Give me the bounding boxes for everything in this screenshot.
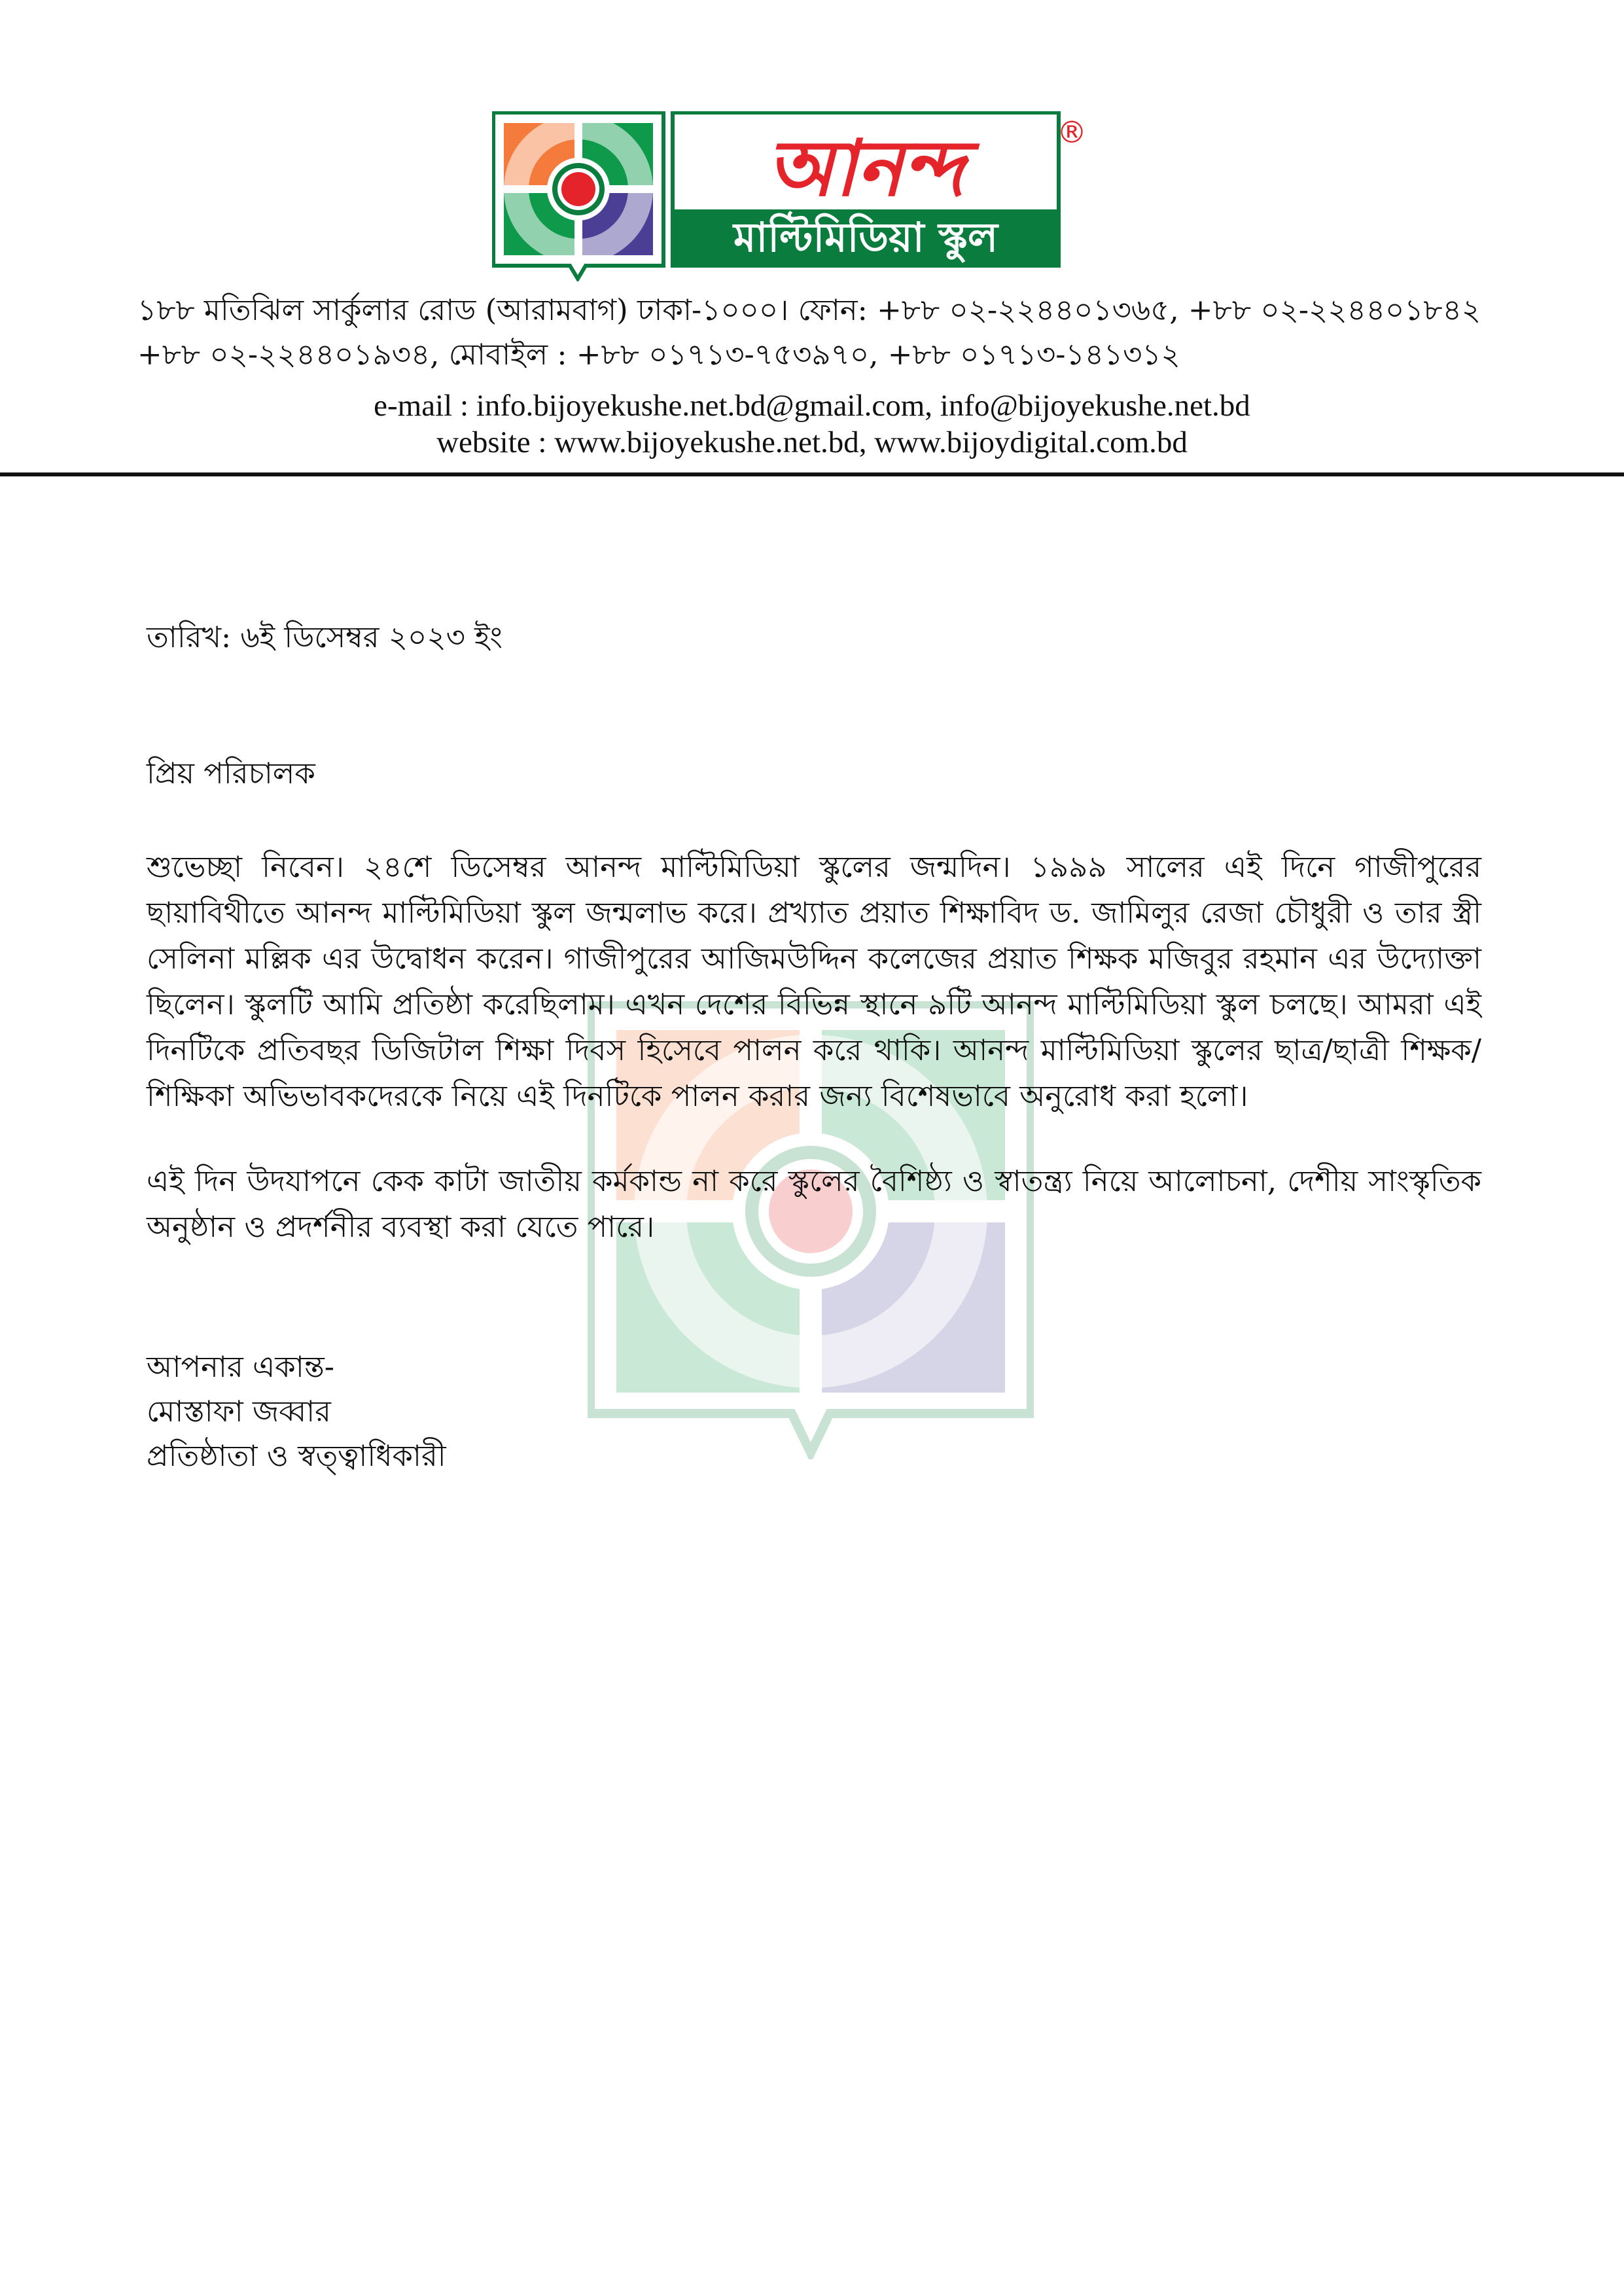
- signer-name: মোস্তাফা জব্বার: [147, 1394, 331, 1429]
- paragraph-2: এই দিন উদযাপনে কেক কাটা জাতীয় কর্মকান্ড না করে স্কুলের বৈশিষ্ঠ্য ও স্বাতন্ত্র্য নিয়ে আলোচনা, দেশীয় সাংস্কৃতিক অনুষ্ঠান ও প্রদর্শনীর ব্যবস্থা করা যেতে পারে।: [147, 1164, 1481, 1244]
- header-divider: [0, 472, 1624, 476]
- website-line: website : www.bijoyekushe.net.bd, www.bijoydigital.com.bd: [436, 425, 1188, 459]
- logo-subtitle: মাল্টিমিডিয়া স্কুল: [733, 213, 998, 261]
- letter-date: তারিখ: ৬ই ডিসেম্বর ২০২৩ ইং: [147, 620, 503, 654]
- phone-line: +৮৮ ০২-২২৪৪০১৯৩৪, মোবাইল : +৮৮ ০১৭১৩-৭৫৩৯৭০, +৮৮ ০১৭১৩-১৪১৩১২: [137, 337, 1180, 372]
- paragraph-1: শুভেচ্ছা নিবেন। ২৪শে ডিসেম্বর আনন্দ মাল্টিমিডিয়া স্কুলের জন্মদিন। ১৯৯৯ সালের এই দিনে গাজীপুরের ছায়াবিথীতে আনন্দ মাল্টিমিডিয়া স্কুল জন্মলাভ করে। প্রখ্যাত প্রয়াত শিক্ষাবিদ ড. জামিলুর রেজা চৌধুরী ও তার স্ত্রী সেলিনা মল্লিক এর উদ্বোধন করেন। গাজীপুরের আজিমউদ্দিন কলেজের প্রয়াত শিক্ষক মজিবুর রহমান এর উদ্যোক্তা ছিলেন। স্কুলটি আমি প্রতিষ্ঠা করেছিলাম। এখন দেশের বিভিন্ন স্থানে ৯টি আনন্দ মাল্টিমিডিয়া স্কুল চলছে। আমরা এই দিনটিকে প্রতিবছর ডিজিটাল শিক্ষা দিবস হিসেবে পালন করে থাকি। আনন্দ মাল্টিমিডিয়া স্কুলের ছাত্র/ছাত্রী শিক্ষক/শিক্ষিকা অভিভাবকদেরকে নিয়ে এই দিনটিকে পালন করার জন্য বিশেষভাবে অনুরোধ করা হলো।: [147, 849, 1481, 1113]
- address-block: [137, 288, 1511, 377]
- logo-wordmark: [673, 113, 1059, 266]
- registered-mark: ®: [1057, 115, 1087, 150]
- address-line: ১৮৮ মতিঝিল সার্কুলার রোড (আরামবাগ) ঢাকা-১০০০। ফোন: +৮৮ ০২-২২৪৪০১৩৬৫, +৮৮ ০২-২২৪৪০১৮৪২: [137, 293, 1481, 327]
- signer-title: প্রতিষ্ঠাতা ও স্বত্ত্বাধিকারী: [147, 1438, 446, 1473]
- email-line: e-mail : info.bijoyekushe.net.bd@gmail.com, info@bijoyekushe.net.bd: [374, 389, 1250, 423]
- closing: আপনার একান্ত-: [147, 1349, 334, 1384]
- signature-block: [147, 1345, 446, 1478]
- logo-emblem: [493, 113, 663, 279]
- logo-title: আনন্দ: [766, 123, 965, 213]
- contact-block: [0, 387, 1624, 461]
- salutation: প্রিয় পরিচালক: [147, 756, 315, 791]
- school-logo: [492, 111, 1087, 281]
